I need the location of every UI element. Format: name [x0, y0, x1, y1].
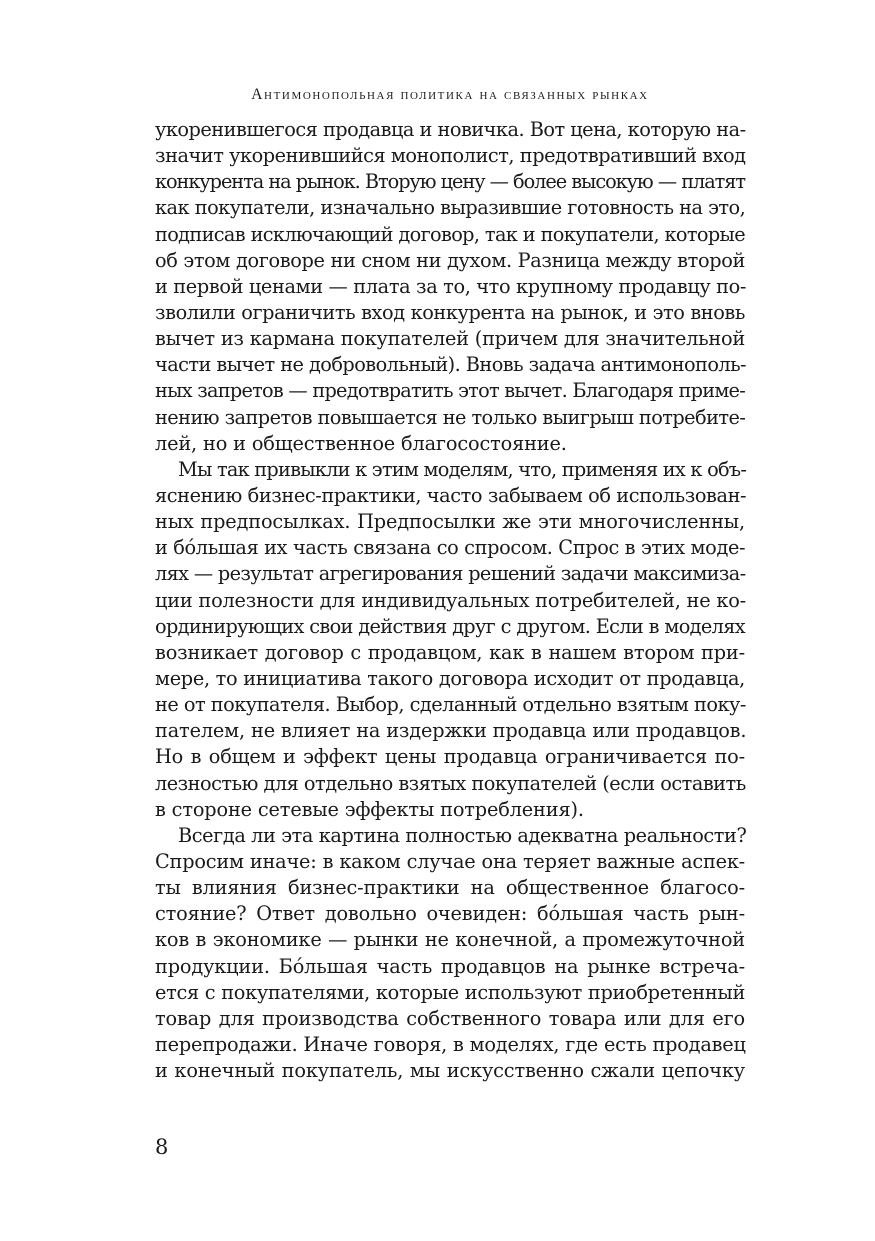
text-line: пателем, не влияет на издержки продавца или продавцов. — [155, 719, 747, 743]
text-line: яснению бизнес-практики, часто забываем об использован- — [155, 483, 747, 507]
text-line: зволили ограничить вход конкурента на рынок, и это вновь — [155, 300, 745, 324]
text-line: вычет из кармана покупателей (причем для значительной — [155, 327, 745, 351]
text-line: и бóльшая их часть связана со спросом. Спрос в этих моде- — [155, 536, 746, 560]
running-head: Антимонопольная политика на связанных рынках — [251, 86, 649, 103]
text-line: Мы так привыкли к этим моделям, что, применяя их к объ- — [178, 457, 747, 481]
body-text — [155, 117, 745, 1084]
text-line: Спросим иначе: в каком случае она теряет важные аспек- — [155, 849, 745, 873]
text-line: части вычет не добровольный). Вновь задача антимонополь- — [155, 353, 747, 377]
text-line: продукции. Бóльшая часть продавцов на рынке встреча- — [155, 954, 745, 978]
text-line: и конечный покупатель, мы искусственно сжали цепочку — [155, 1059, 745, 1083]
text-line: ных запретов — предотвратить этот вычет. Благодаря приме- — [155, 379, 745, 403]
text-line: ных предпосылках. Предпосылки же эти многочисленны, — [155, 510, 745, 534]
text-line: возникает договор с продавцом, как в нашем втором при- — [155, 640, 745, 664]
text-line: товар для производства собственного товара или для его — [155, 1006, 745, 1030]
text-line: Всегда ли эта картина полностью адекватна реальности? — [178, 823, 747, 847]
text-line: и первой ценами — плата за то, что крупному продавцу по- — [155, 274, 747, 298]
paragraph-3 — [155, 823, 745, 1084]
text-line: в стороне сетевые эффекты потребления). — [155, 797, 584, 821]
text-line: об этом договоре ни сном ни духом. Разница между второй — [155, 248, 745, 272]
text-line: подписав исключающий договор, так и покупатели, которые — [155, 222, 745, 246]
text-line: ется с покупателями, которые используют приобретенный — [155, 980, 745, 1004]
text-line: лях — результат агрегирования решений задачи максимиза- — [155, 562, 746, 586]
paragraph-1 — [155, 117, 745, 457]
paragraph-2 — [155, 457, 745, 823]
text-line: как покупатели, изначально выразившие готовность на это, — [155, 196, 746, 220]
text-line: нению запретов повышается не только выигрыш потребите- — [155, 405, 746, 429]
text-line: не от покупателя. Выбор, сделанный отдельно взятым поку- — [155, 693, 746, 717]
text-line: ординирующих свои действия друг с другом. Если в моделях — [155, 614, 745, 638]
text-line: перепродажи. Иначе говоря, в моделях, где есть продавец — [155, 1032, 746, 1056]
text-line: мере, то инициатива такого договора исходит от продавца, — [155, 666, 745, 690]
text-line: ции полезности для индивидуальных потребителей, не ко- — [155, 588, 746, 612]
text-line: ты влияния бизнес-практики на общественное благосо- — [155, 876, 745, 900]
text-line: укоренившегося продавца и новичка. Вот цена, которую на- — [155, 118, 746, 141]
text-line: конкурента на рынок. Вторую цену — более высокую — платят — [155, 170, 745, 194]
text-line: лей, но и общественное благосостояние. — [155, 431, 567, 455]
text-line: лезностью для отдельно взятых покупателей (если оставить — [155, 771, 746, 795]
page-number: 8 — [155, 1135, 169, 1159]
text-line: значит укоренившийся монополист, предотвративший вход — [155, 144, 746, 168]
text-line: ков в экономике — рынки не конечной, а промежуточной — [155, 928, 745, 952]
text-line: стояние? Ответ довольно очевиден: бóльшая часть рын- — [155, 902, 745, 926]
text-line: Но в общем и эффект цены продавца ограничивается по- — [155, 745, 745, 769]
